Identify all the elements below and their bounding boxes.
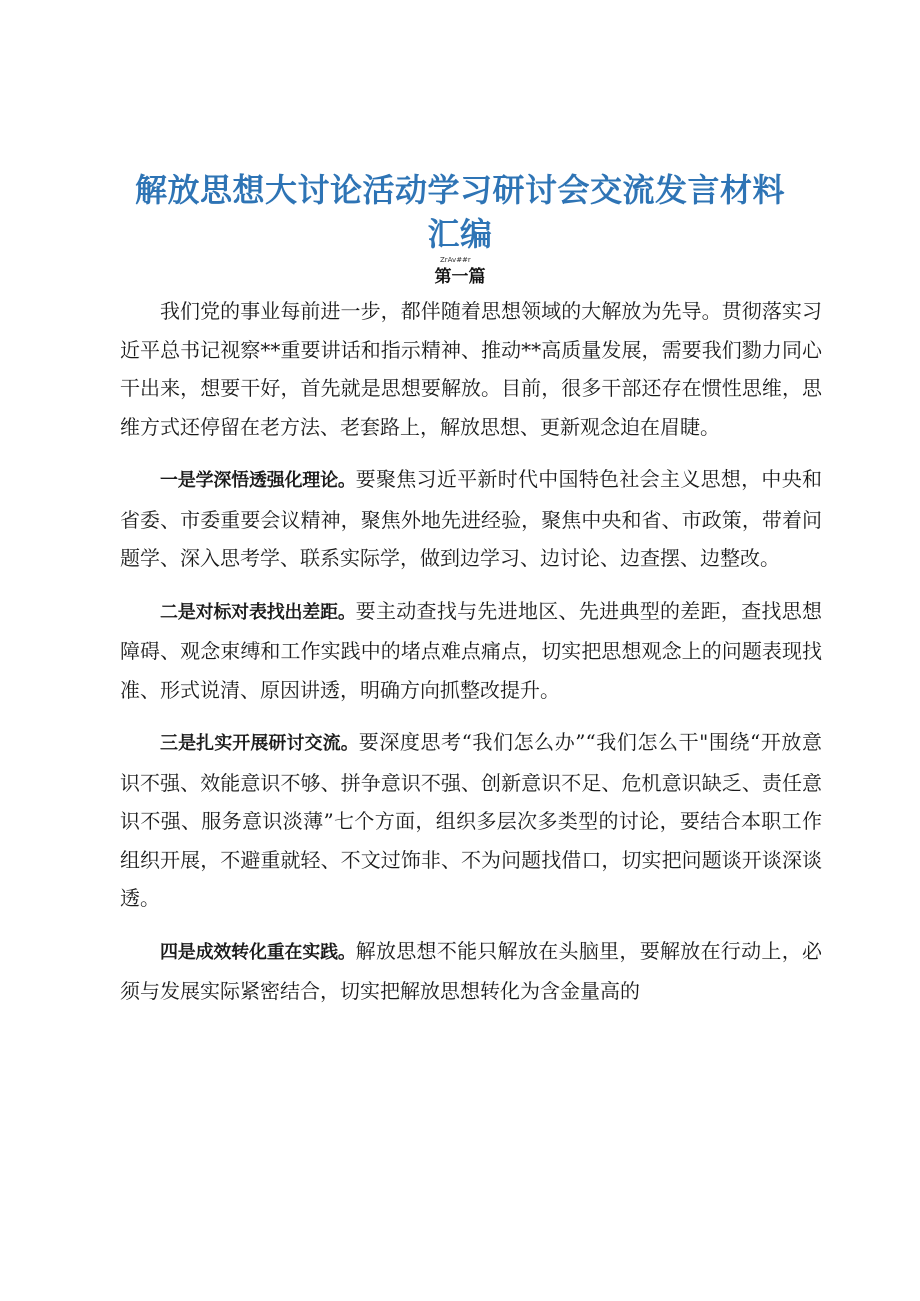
body-text [120, 292, 822, 1025]
paragraph-5 [120, 932, 822, 1011]
tiny-mark: ZrAv##r [440, 256, 471, 264]
paragraph-text: 我们党的事业每前进一步，都伴随着思想领域的大解放为先导。贯彻落实习近平总书记视察**重要讲话和指示精神、推动**高质量发展，需要我们勠力同心干出来，想要干好，首先就是思想要解放。目前，很多干部还存在惯性思维，思维方式还停留在老方法、老套路上，解放思想、更新观念迫在眉睫。 [120, 299, 822, 439]
paragraph-4 [120, 723, 822, 918]
paragraph-lead: 一是学深悟透强化理论。 [160, 470, 356, 491]
paragraph-text: 要主动查找与先进地区、先进典型的差距，查找思想障碍、观念束缚和工作实践中的堵点难点痛点，切实把思想观念上的问题表现找准、形式说清、原因讲透，明确方向抓整改提升。 [120, 598, 823, 702]
section-label: 第一篇 [434, 267, 486, 287]
paragraph-3 [120, 592, 822, 710]
paragraph-1 [120, 292, 822, 446]
paragraph-text: 要聚焦习近平新时代中国特色社会主义思想，中央和省委、市委重要会议精神，聚焦外地先进经验，聚焦中央和省、市政策，带着问题学、深入思考学、联系实际学，做到边学习、边讨论、边查摆、边整改。 [120, 467, 823, 570]
paragraph-lead: 三是扎实开展研讨交流。 [160, 733, 359, 754]
paragraph-text: 解放思想不能只解放在头脑里，要解放在行动上，必须与发展实际紧密结合，切实把解放思想转化为含金量高的 [120, 938, 823, 1003]
document-title-line-1: 解放思想大讨论活动学习研讨会交流发言材料 [134, 171, 785, 209]
document-title-line-2: 汇编 [427, 215, 493, 253]
paragraph-text: 要深度思考“我们怎么办”“我们怎么干"围绕“开放意识不强、效能意识不够、拼争意识不强、创新意识不足、危机意识缺乏、责任意识不强、服务意识淡薄”七个方面，组织多层次多类型的讨论，要结合本职工作组织开展，不避重就轻、不文过饰非、不为问题找借口，切实把问题谈开谈深谈透。 [120, 730, 822, 910]
paragraph-2 [120, 460, 822, 578]
paragraph-lead: 二是对标对表找出差距。 [160, 601, 356, 623]
paragraph-lead: 四是成效转化重在实践。 [160, 941, 356, 963]
document-title [100, 168, 820, 256]
